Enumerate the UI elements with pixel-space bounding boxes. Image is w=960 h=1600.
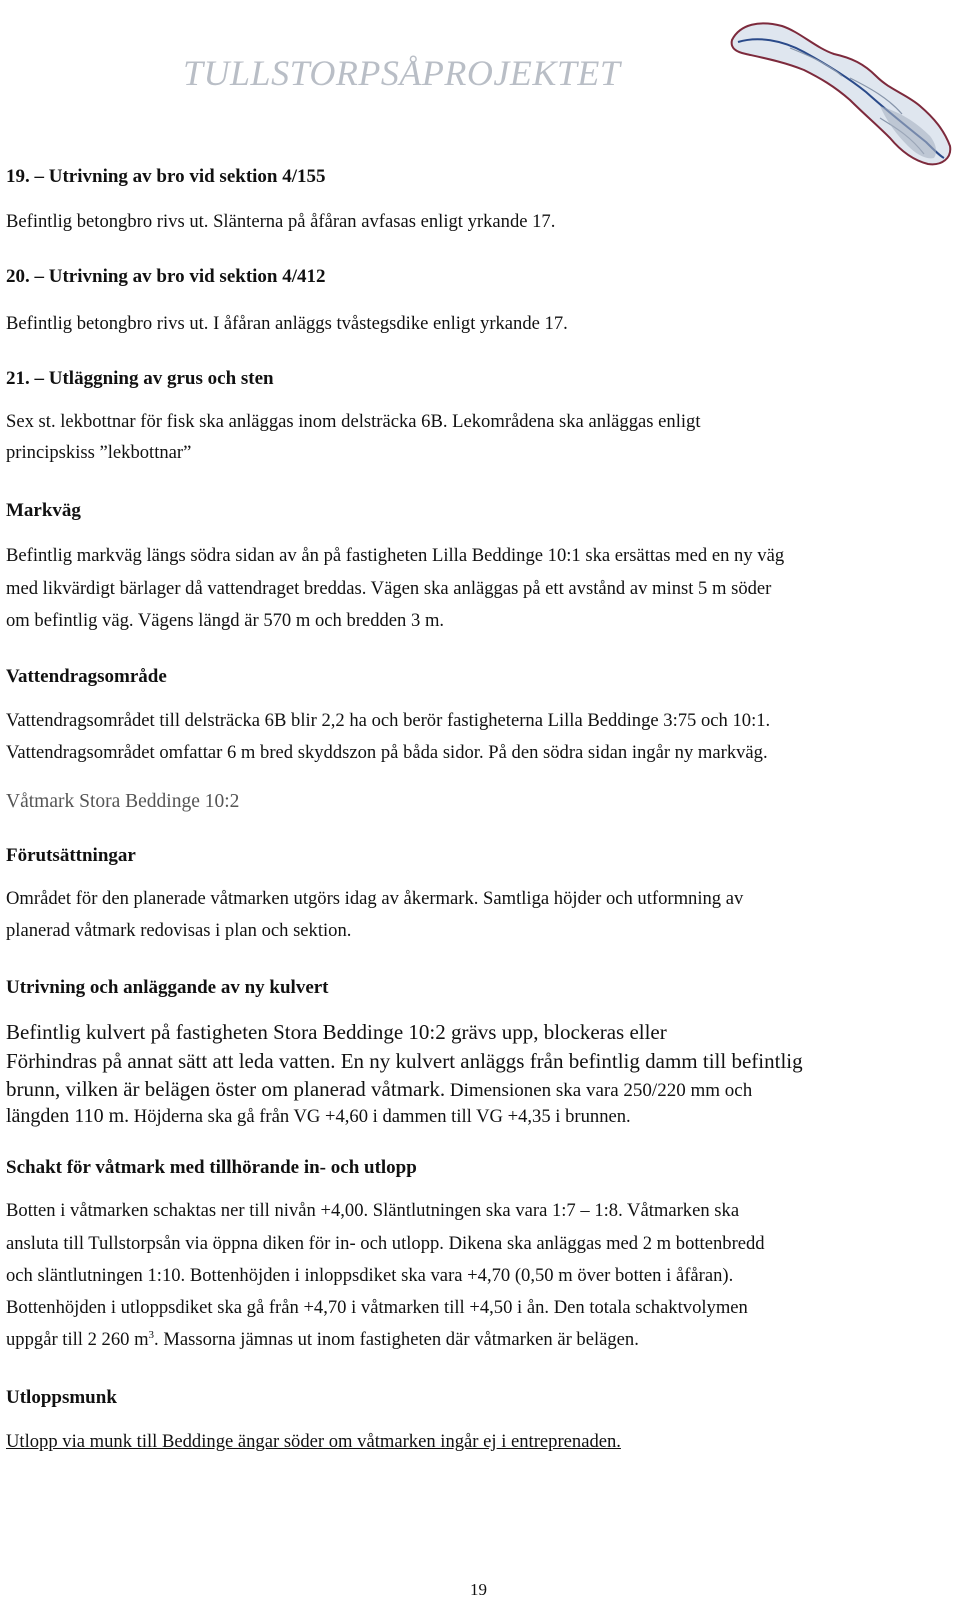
schakt-heading: Schakt för våtmark med tillhörande in- och utlopp — [6, 1157, 417, 1178]
section-19-heading: 19. – Utrivning av bro vid sektion 4/155 — [6, 166, 326, 187]
page-number: 19 — [470, 1580, 487, 1599]
section-21-line-2: principskiss ”lekbottnar” — [6, 442, 192, 463]
kulvert-line-2: Förhindras på annat sätt att leda vatten. En ny kulvert anläggs från befintlig damm till befintlig — [6, 1049, 803, 1073]
kulvert-line-3-part-2: Dimensionen ska vara 250/220 mm och — [445, 1080, 753, 1101]
vattendrag-line-2: Vattendragsområdet omfattar 6 m bred skyddszon på båda sidor. På den södra sidan ingår ny markväg. — [6, 742, 768, 763]
schakt-line-4: Bottenhöjden i utloppsdiket ska gå från +4,70 i våtmarken till +4,50 i ån. Den totala schaktvolymen — [6, 1297, 748, 1318]
project-logo-text: TULLSTORPSÅPROJEKTET — [183, 53, 621, 93]
kulvert-line-4-part-2: Höjderna ska gå från VG +4,60 i dammen till VG +4,35 i brunnen. — [129, 1106, 631, 1127]
markvag-heading: Markväg — [6, 500, 81, 521]
forutsattningar-heading: Förutsättningar — [6, 845, 136, 866]
kulvert-line-4-part-1: längden 110 m. — [6, 1105, 130, 1127]
kulvert-line-3 — [6, 1077, 752, 1102]
section-20-text: Befintlig betongbro rivs ut. I åfåran anläggs tvåstegsdike enligt yrkande 17. — [6, 313, 568, 334]
forutsattningar-line-2: planerad våtmark redovisas i plan och sektion. — [6, 920, 352, 941]
schakt-line-2: ansluta till Tullstorpsån via öppna diken för in- och utlopp. Dikena ska anläggas med 2 m bottenbredd — [6, 1233, 765, 1254]
kulvert-line-1: Befintlig kulvert på fastigheten Stora Beddinge 10:2 grävs upp, blockeras eller — [6, 1020, 667, 1044]
schakt-superscript: 3 — [148, 1329, 155, 1341]
vattendrag-heading: Vattendragsområde — [6, 666, 167, 687]
forutsattningar-line-1: Området för den planerade våtmarken utgörs idag av åkermark. Samtliga höjder och utformning av — [6, 888, 744, 909]
utloppsmunk-heading: Utloppsmunk — [6, 1387, 117, 1408]
section-21-line-1: Sex st. lekbottnar för fisk ska anläggas inom delsträcka 6B. Lekområdena ska anläggas enligt — [6, 411, 701, 432]
section-19-text: Befintlig betongbro rivs ut. Slänterna på åfåran avfasas enligt yrkande 17. — [6, 211, 556, 232]
markvag-line-3: om befintlig väg. Vägens längd är 570 m och bredden 3 m. — [6, 610, 445, 631]
markvag-line-1: Befintlig markväg längs södra sidan av ån på fastigheten Lilla Beddinge 10:1 ska ersättas med en ny väg — [6, 545, 785, 566]
schakt-line-5 — [6, 1329, 639, 1351]
schakt-line-5-part-1: uppgår till 2 260 m — [6, 1329, 149, 1351]
schakt-line-5-part-2: . Massorna jämnas ut inom fastigheten där våtmarken är belägen. — [154, 1329, 639, 1351]
kulvert-line-3-part-1: brunn, vilken är belägen öster om planerad våtmark. — [6, 1077, 446, 1101]
kulvert-heading: Utrivning och anläggande av ny kulvert — [6, 977, 329, 998]
project-map-image — [730, 18, 960, 168]
section-20-heading: 20. – Utrivning av bro vid sektion 4/412 — [6, 266, 326, 287]
utloppsmunk-text: Utlopp via munk till Beddinge ängar söder om våtmarken ingår ej i entreprenaden. — [6, 1431, 621, 1452]
markvag-line-2: med likvärdigt bärlager då vattendraget breddas. Vägen ska anläggas på ett avstånd av minst 5 m söder — [6, 578, 772, 599]
kulvert-line-4 — [6, 1105, 631, 1128]
schakt-line-3: och släntlutningen 1:10. Bottenhöjden i inloppsdiket ska vara +4,70 (0,50 m över botten i åfåran). — [6, 1265, 734, 1286]
schakt-line-1: Botten i våtmarken schaktas ner till nivån +4,00. Släntlutningen ska vara 1:7 – 1:8. Våtmarken ska — [6, 1200, 740, 1221]
vatmark-section-title: Våtmark Stora Beddinge 10:2 — [6, 791, 240, 812]
vattendrag-line-1: Vattendragsområdet till delsträcka 6B blir 2,2 ha och berör fastigheterna Lilla Beddinge 3:75 och 10:1. — [6, 710, 771, 731]
section-21-heading: 21. – Utläggning av grus och sten — [6, 368, 274, 389]
